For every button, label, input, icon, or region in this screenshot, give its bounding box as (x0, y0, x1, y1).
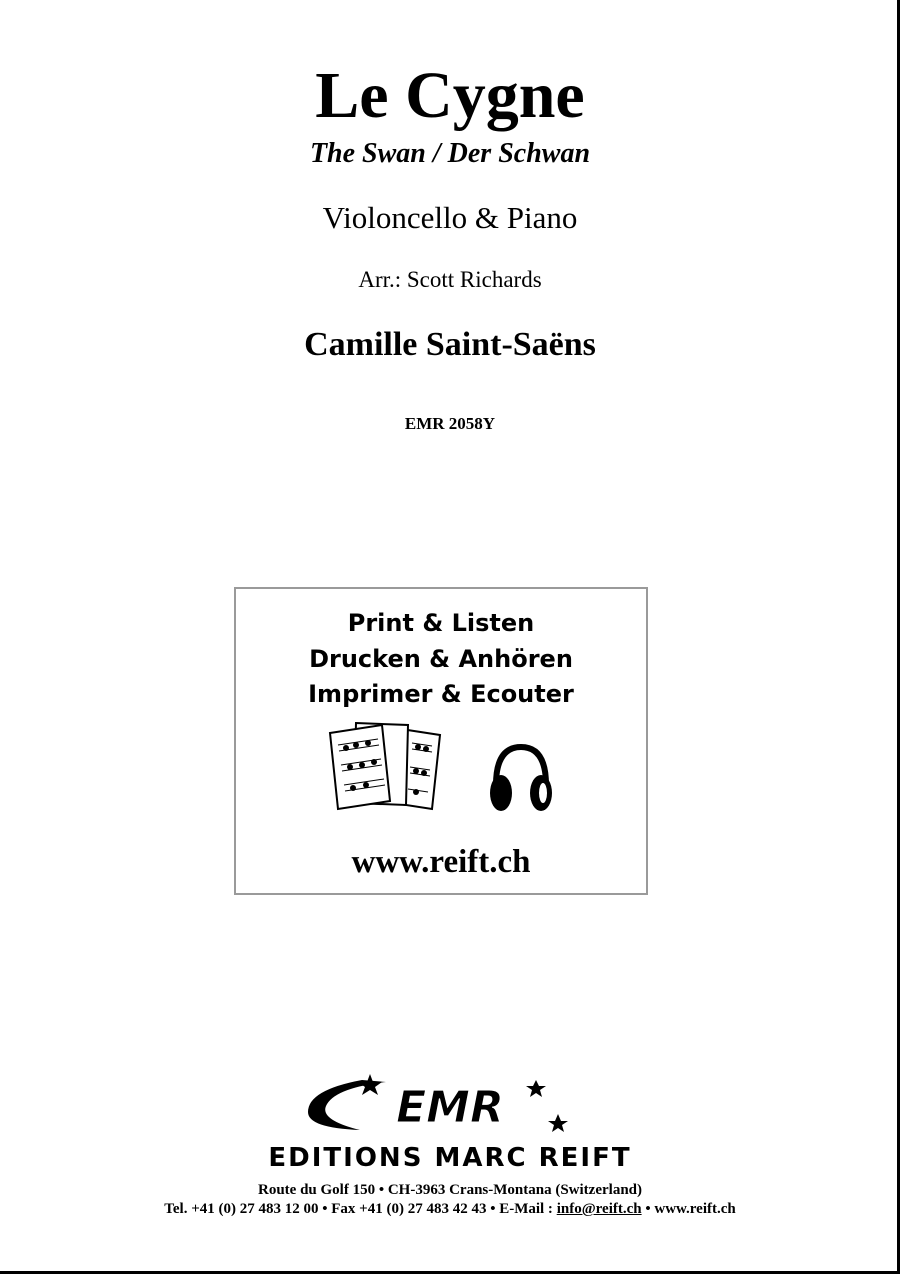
promo-line-drucken-anhoeren: Drucken & Anhören (309, 645, 573, 673)
catalog-number: EMR 2058Y (404, 414, 496, 433)
promo-line-print-listen: Print & Listen (347, 609, 535, 637)
print-listen-box (234, 587, 648, 895)
headphones-icon (488, 741, 554, 815)
instrumentation: Violoncello & Piano (322, 200, 578, 235)
emr-logo (300, 1072, 580, 1134)
publisher-name: EDITIONS MARC REIFT (268, 1143, 632, 1173)
sheet-music-icon (328, 721, 458, 811)
promo-website-link[interactable]: www.reift.ch (351, 844, 531, 880)
publisher-contact (0, 1199, 900, 1219)
email-link[interactable]: info@reift.ch (556, 1201, 642, 1217)
logo-text: EMR (396, 1082, 504, 1133)
piece-title: Le Cygne (315, 59, 585, 132)
arranger: Arr.: Scott Richards (358, 267, 542, 292)
contact-website: • www.reift.ch (641, 1201, 736, 1217)
contact-phone-fax: Tel. +41 (0) 27 483 12 00 • Fax +41 (0) 27 483 42 43 • E-Mail : (164, 1201, 557, 1217)
composer: Camille Saint-Saëns (304, 326, 596, 363)
piece-subtitle: The Swan / Der Schwan (309, 138, 591, 169)
publisher-address: Route du Golf 150 • CH-3963 Crans-Montana (Switzerland) (258, 1182, 642, 1198)
promo-line-imprimer-ecouter: Imprimer & Ecouter (308, 680, 574, 708)
